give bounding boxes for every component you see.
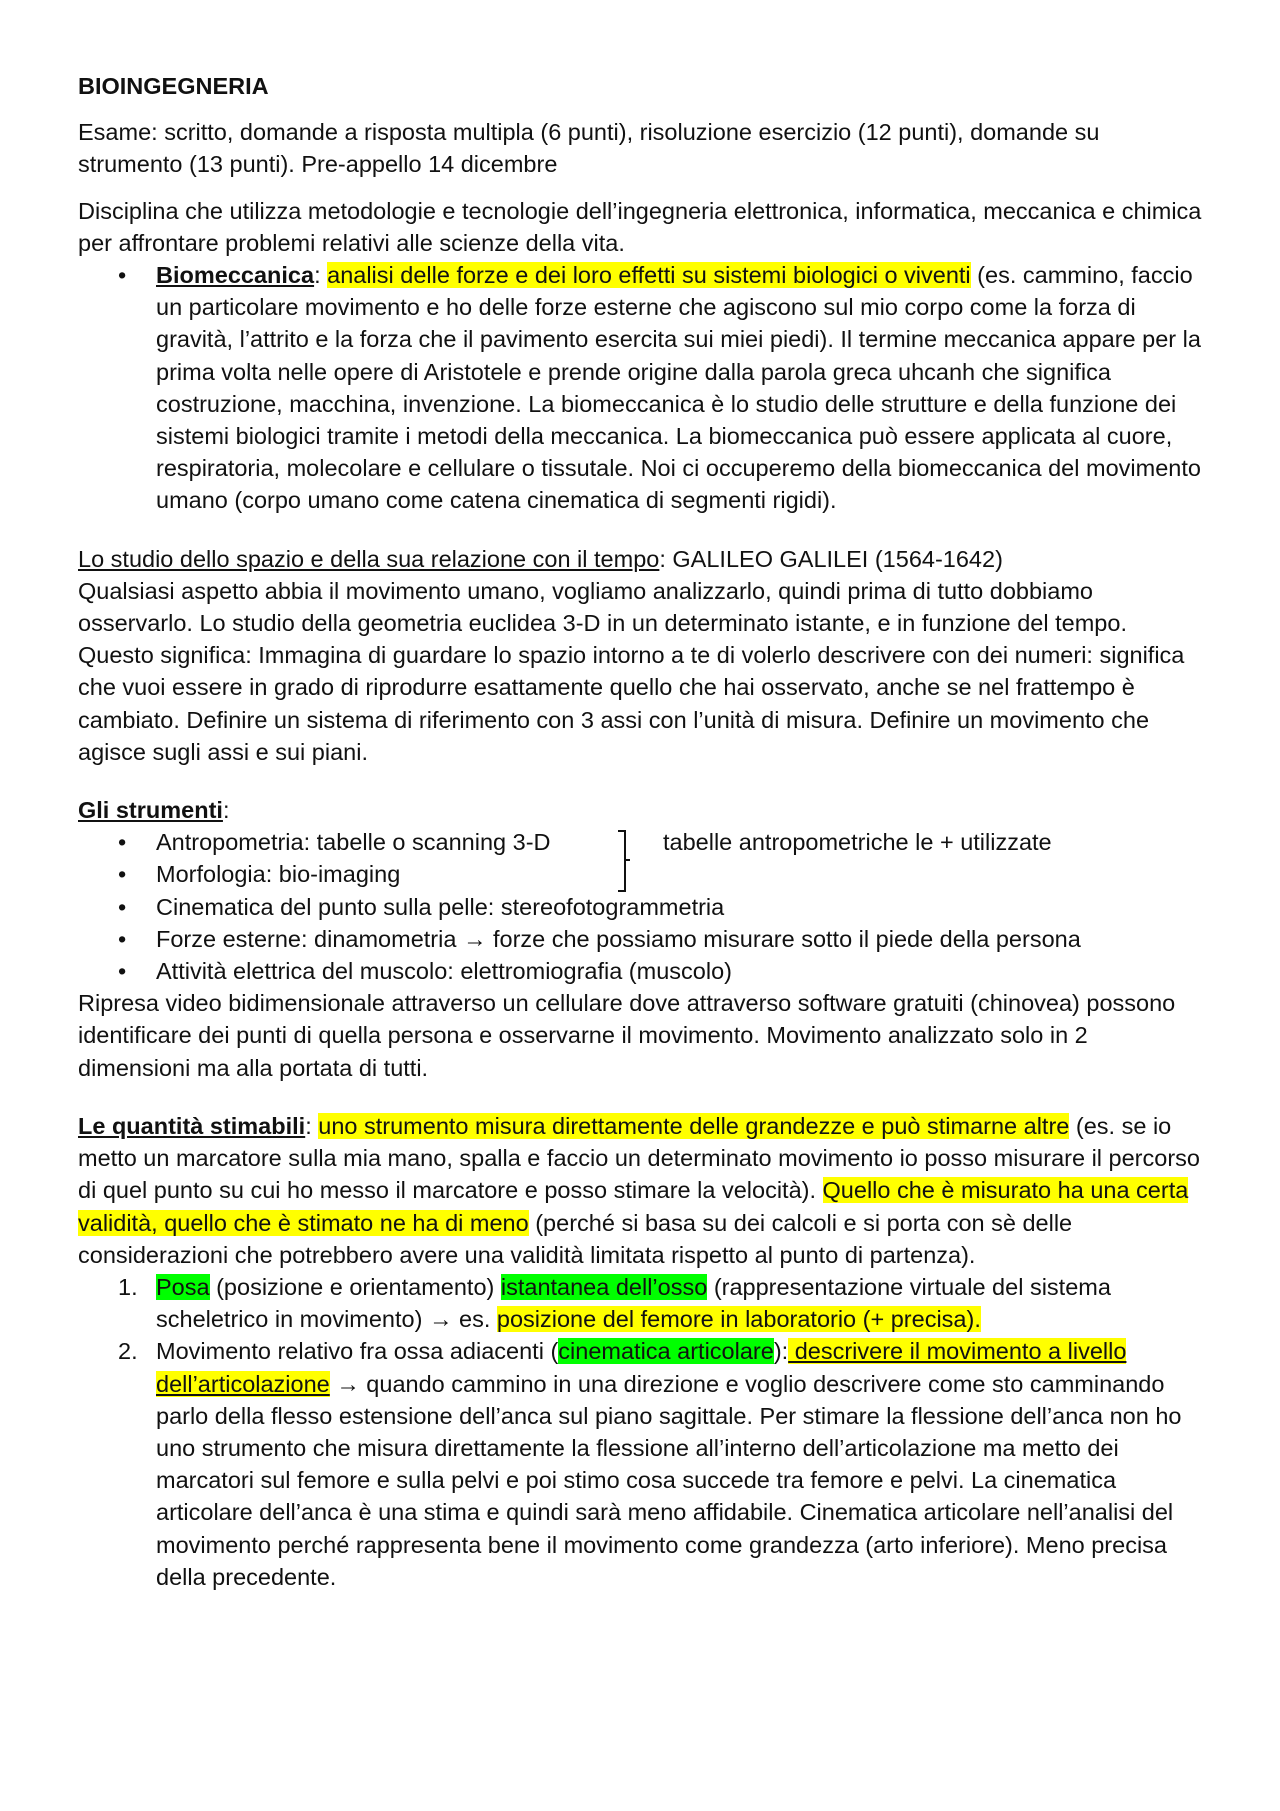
space-heading-tail: : GALILEO GALILEI (1564-1642) — [659, 545, 1003, 572]
space-body: Qualsiasi aspetto abbia il movimento umano, vogliamo analizzarlo, quindi prima di tutto dobbiamo osservarlo. Lo studio della geometria euclidea 3-D in un determinato istante, e in funzione del tempo. Questo significa: Immagina di guardare lo spazio intorno a te di volerlo descrivere con dei numeri: significa che vuoi essere in grado di riprodurre esattamente quello che hai osservato, anche se nel frattempo è cambiato. Definire un sistema di riferimento con 3 assi con l’unità di misura. Definire un movimento che agisce sugli assi e sui piani. — [78, 577, 1185, 765]
bullet-icon: • — [118, 893, 127, 920]
tools-list — [78, 826, 1203, 987]
exam-info: Esame: scritto, domande a risposta multipla (6 punti), risoluzione esercizio (12 punti), domande su strumento (13 punti). Pre-appello 14 dicembre — [78, 119, 1100, 178]
quant-list — [78, 1271, 1203, 1593]
item-text: ): — [773, 1338, 789, 1365]
list-item — [78, 259, 1203, 517]
quant-colon: : — [305, 1112, 319, 1139]
tool-item-text: Cinematica del punto sulla pelle: stereofotogrammetria — [156, 893, 725, 920]
tools-heading: Gli strumenti — [78, 797, 223, 824]
tool-item-text: Morfologia: bio-imaging — [156, 861, 401, 888]
quant-highlight-1: uno strumento misura direttamente delle grandezze e può stimarne altre — [318, 1112, 1070, 1139]
document-page — [78, 70, 1203, 1593]
tools-colon: : — [222, 797, 230, 824]
item-text: (rappresentazione virtuale del sistema scheletrico in movimento) — [156, 1273, 1111, 1333]
yellow-highlight: posizione del femore in laboratorio (+ precisa). — [496, 1306, 981, 1333]
item-text: Movimento relativo fra ossa adiacenti ( — [156, 1338, 559, 1365]
biomech-term: Biomeccanica — [156, 262, 315, 289]
biomech-colon: : — [314, 262, 328, 289]
item-number: 2. — [118, 1338, 138, 1365]
biomech-list — [78, 259, 1203, 517]
arrow-right-icon: → — [462, 925, 487, 952]
bracket-note: tabelle antropometriche le + utilizzate — [663, 829, 1052, 856]
quant-heading: Le quantità stimabili — [78, 1112, 306, 1139]
biomech-highlight: analisi delle forze e dei loro effetti su sistemi biologici o viventi — [327, 262, 971, 289]
tool-item-text: Forze esterne: dinamometria — [156, 925, 457, 952]
tools-heading-line — [78, 794, 1203, 826]
quant-highlight-2: Quello che è misurato ha una certa validità, quello che è stimato ne ha di meno — [78, 1177, 1189, 1236]
biomech-text: (es. cammino, faccio un particolare movimento e ho delle forze esterne che agiscono sul mio corpo come la forza di gravità, l’attrito e la forza che il pavimento esercita sui miei piedi). Il termine meccanica appare per la prima volta nelle opere di Aristotele e prende origine dalla parola greca uhcanh che significa costruzione, macchina, invenzione. La biomeccanica è lo studio delle strutture e della funzione dei sistemi biologici tramite i metodi della meccanica. La biomeccanica può essere applicata al cuore, respiratoria, molecolare e cellulare o tissutale. Noi ci occuperemo della biomeccanica del movimento umano (corpo umano come catena cinematica di segmenti rigidi). — [156, 262, 1201, 514]
bullet-icon: • — [118, 262, 127, 289]
video-paragraph: Ripresa video bidimensionale attraverso un cellulare dove attraverso software gratuiti (chinovea) possono identificare dei punti di quella persona e osservarne il movimento. Movimento analizzato solo in 2 dimensioni ma alla portata di tutti. — [78, 990, 1176, 1081]
list-item — [78, 858, 1203, 890]
quant-text-2: (perché si basa su dei calcoli e si porta con sè delle considerazioni che potrebbero avere una validità limitata rispetto al punto di partenza). — [78, 1209, 1073, 1268]
item-number: 1. — [118, 1273, 138, 1300]
yellow-highlight: descrivere il movimento a livello dell’articolazione — [156, 1338, 1127, 1397]
space-paragraph — [78, 543, 1203, 768]
quant-paragraph — [78, 1110, 1203, 1271]
space-heading: Lo studio dello spazio e della sua relazione con il tempo — [78, 545, 660, 572]
green-highlight: Posa — [156, 1273, 210, 1300]
intro-paragraph: Disciplina che utilizza metodologie e tecnologie dell’ingegneria elettronica, informatica, meccanica e chimica per affrontare problemi relativi alle scienze della vita. — [78, 197, 1202, 256]
green-highlight: istantanea dell’osso — [500, 1273, 708, 1300]
arrow-right-icon: → — [428, 1306, 453, 1333]
tool-item-text: Antropometria: tabelle o scanning 3-D — [156, 829, 551, 856]
tool-item-text: forze che possiamo misurare sotto il piede della persona — [492, 925, 1081, 952]
item-text: (posizione e orientamento) — [209, 1273, 501, 1300]
item-text: quando cammino in una direzione e voglio descrivere come sto camminando parlo della flesso estensione dell’anca sul piano sagittale. Per stimare la flessione dell’anca non ho uno strumento che misura direttamente la flessione all’interno dell’articolazione ma metto dei marcatori sul femore e sulla pelvi e poi stimo cosa succede tra femore e pelvi. La cinematica articolare dell’anca è una stima e quindi sarà meno affidabile. Cinematica articolare nell’analisi del movimento perché rappresenta bene il movimento come grandezza (arto inferiore). Meno precisa della precedente. — [156, 1370, 1182, 1590]
bullet-icon: • — [118, 829, 127, 856]
bullet-icon: • — [118, 861, 127, 888]
arrow-right-icon: → — [336, 1370, 360, 1397]
document-title: BIOINGEGNERIA — [78, 73, 269, 99]
list-item — [78, 923, 1203, 955]
bullet-icon: • — [118, 925, 127, 952]
quant-text-1: (es. se io metto un marcatore sulla mia mano, spalla e faccio un determinato movimento io posso misurare il percorso di quel punto su cui ho messo il marcatore e posso stimare la velocità). — [78, 1112, 1200, 1204]
list-item — [78, 1335, 1203, 1593]
list-item — [78, 955, 1203, 987]
right-bracket-icon — [618, 830, 626, 892]
tool-item-text: Attività elettrica del muscolo: elettromiografia (muscolo) — [156, 958, 732, 985]
item-text: es. — [452, 1306, 497, 1333]
list-item — [78, 891, 1203, 923]
bullet-icon: • — [118, 958, 127, 985]
green-highlight: cinematica articolare — [558, 1338, 774, 1365]
list-item — [78, 1271, 1203, 1335]
